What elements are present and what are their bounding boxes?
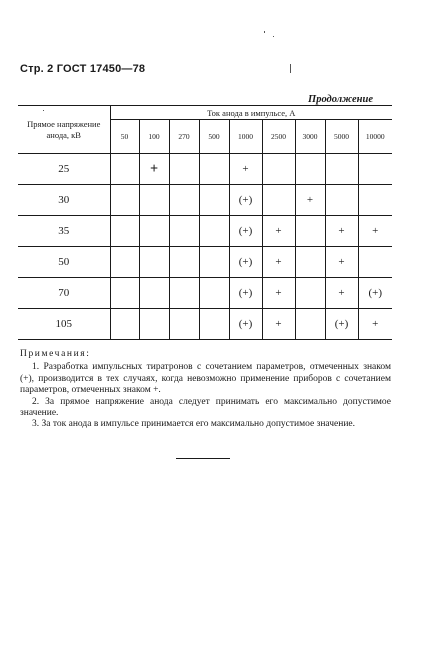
table-cell	[358, 247, 392, 278]
table-row	[18, 216, 392, 247]
column-header: 100	[139, 120, 169, 154]
table-cell: +	[262, 247, 295, 278]
parameter-table	[18, 105, 392, 340]
column-header: 50	[110, 120, 139, 154]
continuation-label: Продолжение	[308, 94, 373, 105]
table-cell	[110, 154, 139, 185]
column-header: 500	[199, 120, 229, 154]
table-cell: (+)	[229, 309, 262, 340]
table-cell	[295, 309, 325, 340]
column-header: 1000	[229, 120, 262, 154]
voltage-cell: 35	[18, 216, 110, 247]
table-cell: +	[229, 154, 262, 185]
table-cell	[199, 154, 229, 185]
table-cell	[199, 247, 229, 278]
table-cell: +	[325, 216, 358, 247]
table-cell	[199, 185, 229, 216]
table-cell	[358, 185, 392, 216]
note-item: 2. За прямое напряжение анода следует принимать его максимально допустимое значение.	[20, 396, 391, 419]
table-cell	[139, 154, 169, 185]
note-item: 3. За ток анода в импульсе принимается его максимально допустимое значение.	[32, 419, 356, 430]
table-cell	[169, 154, 199, 185]
table-cell: +	[358, 309, 392, 340]
table-cell	[295, 247, 325, 278]
table-cell	[325, 154, 358, 185]
table-cell	[295, 278, 325, 309]
table-cell: +	[262, 216, 295, 247]
notes-block	[20, 349, 391, 431]
table-cell	[139, 185, 169, 216]
table-cell	[139, 309, 169, 340]
scan-speck	[264, 31, 265, 33]
notes-title: Примечания:	[20, 349, 91, 359]
table-cell	[295, 216, 325, 247]
table-cell	[110, 216, 139, 247]
note-item: 1. Разработка импульсных тиратронов с сочетанием параметров, отмеченных знаком (+), производится в тех случаях, когда невозможно применение приборов с сочетанием параметров, отмеченных знаком +.	[20, 362, 391, 396]
column-header: 5000	[325, 120, 358, 154]
table-cell	[262, 185, 295, 216]
table-cell	[358, 154, 392, 185]
scan-speck	[290, 64, 291, 73]
table-cell	[110, 247, 139, 278]
table-cell	[169, 278, 199, 309]
table-cell	[110, 185, 139, 216]
table-cell: +	[325, 247, 358, 278]
column-header: 2500	[262, 120, 295, 154]
divider-rule	[176, 458, 230, 459]
table-row	[18, 185, 392, 216]
table-row	[18, 154, 392, 185]
table-cell: (+)	[358, 278, 392, 309]
table-cell	[139, 278, 169, 309]
table-cell: (+)	[325, 309, 358, 340]
table-cell: (+)	[229, 216, 262, 247]
scan-speck	[273, 36, 274, 37]
column-header: 270	[169, 120, 199, 154]
table-row	[18, 247, 392, 278]
table-cell: (+)	[229, 247, 262, 278]
column-header: 10000	[358, 120, 392, 154]
voltage-cell: 25	[18, 154, 110, 185]
scan-speck	[43, 110, 44, 111]
table-cell: +	[262, 309, 295, 340]
cell-mark: +	[149, 161, 159, 177]
table-cell	[325, 185, 358, 216]
table-cell	[199, 309, 229, 340]
table-cell	[110, 309, 139, 340]
table-cell: +	[262, 278, 295, 309]
table-cell: (+)	[229, 185, 262, 216]
table-cell	[262, 154, 295, 185]
table-row	[18, 278, 392, 309]
table-cell	[139, 216, 169, 247]
table-cell: +	[358, 216, 392, 247]
table-cell	[169, 185, 199, 216]
table-cell	[110, 278, 139, 309]
table-cell: (+)	[229, 278, 262, 309]
voltage-cell: 70	[18, 278, 110, 309]
row-header: Прямое напряжение анода, кВ	[18, 106, 110, 154]
table-cell	[199, 216, 229, 247]
voltage-cell: 105	[18, 309, 110, 340]
table-cell	[169, 247, 199, 278]
voltage-cell: 30	[18, 185, 110, 216]
column-group-header: Ток анода в импульсе, А	[110, 106, 392, 120]
table-cell	[139, 247, 169, 278]
page-header: Стр. 2 ГОСТ 17450—78	[20, 63, 146, 75]
table-cell	[295, 154, 325, 185]
table-cell: +	[295, 185, 325, 216]
table-cell	[199, 278, 229, 309]
table-cell	[169, 309, 199, 340]
table-cell	[169, 216, 199, 247]
table-cell: +	[325, 278, 358, 309]
table-row	[18, 309, 392, 340]
voltage-cell: 50	[18, 247, 110, 278]
column-header: 3000	[295, 120, 325, 154]
